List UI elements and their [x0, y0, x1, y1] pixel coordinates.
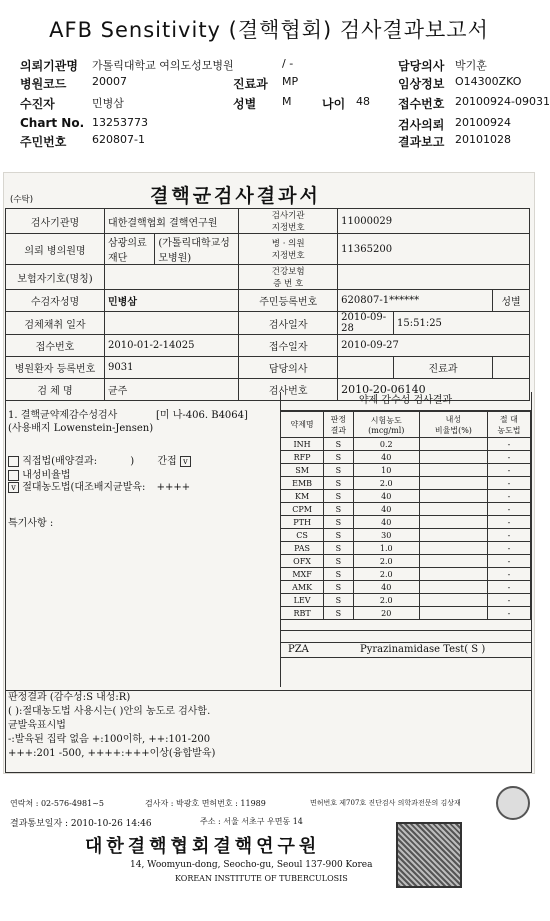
sensitivity-cell: EMB — [281, 477, 324, 490]
direct-label: 직접법(배양결과: — [22, 456, 98, 467]
cell-label: 검사기관 지정번호 — [239, 209, 338, 234]
header-value: 20007 — [92, 75, 127, 88]
sensitivity-cell: S — [324, 516, 353, 529]
sensitivity-cell: - — [487, 607, 530, 620]
sensitivity-cell: 30 — [353, 529, 419, 542]
sensitivity-cell: - — [487, 464, 530, 477]
header-key: 성별 — [233, 97, 257, 111]
header-key: 나이 — [322, 97, 346, 111]
sensitivity-cell — [420, 581, 488, 594]
cell-value — [105, 265, 239, 290]
header-key: 검사의뢰 — [398, 118, 445, 132]
sensitivity-cell — [420, 594, 488, 607]
indirect-checkbox: v — [180, 456, 191, 467]
sensitivity-cell: PTH — [281, 516, 324, 529]
cell-value: 11365200 — [338, 234, 530, 265]
judgement-notes — [6, 690, 531, 761]
sensitivity-cell: 2.0 — [353, 568, 419, 581]
sensitivity-row — [281, 555, 531, 568]
cell-value — [338, 265, 530, 290]
sensitivity-cell: 40 — [353, 516, 419, 529]
cell-label: 검 체 명 — [6, 379, 105, 401]
sensitivity-cell: PAS — [281, 542, 324, 555]
judge-line: -:발육된 집락 없음 +:100이하, ++:101-200 — [8, 734, 211, 745]
header-value: 20100924 — [455, 116, 511, 129]
sensitivity-cell: CS — [281, 529, 324, 542]
sensitivity-cell — [420, 503, 488, 516]
sensitivity-cell — [420, 516, 488, 529]
judge-line: ( ):절대농도법 사용시는( )안의 농도로 검사함. — [8, 706, 211, 717]
sensitivity-cell: 20 — [353, 607, 419, 620]
header-key: 담당의사 — [398, 59, 445, 73]
sensitivity-cell: S — [324, 477, 353, 490]
sensitivity-row — [281, 438, 531, 451]
sensitivity-cell — [420, 477, 488, 490]
cell-label: 보험자기호(명칭) — [6, 265, 105, 290]
sensitivity-cell: SM — [281, 464, 324, 477]
header-key: 주민번호 — [20, 135, 67, 149]
sensitivity-box — [280, 392, 531, 687]
sensitivity-row — [281, 477, 531, 490]
report-date: 결과통보일자 : 2010-10-26 14:46 — [10, 819, 152, 829]
institute-address: 14, Woomyun-dong, Seocho-gu, Seoul 137-900 Korea — [130, 860, 373, 870]
sensitivity-cell — [420, 464, 488, 477]
institute-name: 대한결핵협회결핵연구원 — [85, 836, 321, 857]
method-box — [6, 392, 281, 687]
header-value: 박기훈 — [455, 59, 487, 72]
medium: (사용배지 Lowenstein-Jensen) — [8, 423, 154, 434]
cell-value: 2010-20-06140 — [338, 379, 530, 401]
sensitivity-cell: CPM — [281, 503, 324, 516]
header-key: 결과보고 — [398, 135, 445, 149]
short-address: 주소 : 서울 서초구 우면동 14 — [200, 817, 303, 826]
pza-label: PZA — [288, 644, 309, 655]
form-tag: (수탁) — [10, 195, 34, 205]
cell-value: 민병삼 — [105, 290, 239, 312]
cell-label: 검사기관명 — [6, 209, 105, 234]
sensitivity-row — [281, 451, 531, 464]
sensitivity-title: 약제 감수성 검사결과 — [280, 392, 531, 411]
cell-value: 2010-09-28 — [338, 312, 394, 335]
col-header: 절 대 농도법 — [487, 412, 530, 438]
cell-label: 검사일자 — [239, 312, 338, 335]
sensitivity-cell: S — [324, 594, 353, 607]
sensitivity-row — [281, 490, 531, 503]
sensitivity-row — [281, 503, 531, 516]
pza-value: Pyrazinamidase Test( S ) — [360, 644, 486, 655]
cell-label: 성별 — [493, 290, 530, 312]
sensitivity-cell: S — [324, 607, 353, 620]
sensitivity-cell: S — [324, 581, 353, 594]
remarks-label: 특기사항 : — [8, 518, 54, 529]
sensitivity-cell: 40 — [353, 490, 419, 503]
header-value: 620807-1 — [92, 133, 145, 146]
sensitivity-cell: - — [487, 490, 530, 503]
header-value: 20100924-09031 — [455, 95, 550, 108]
judge-line: +++:201 -500, ++++:+++이상(융합발육) — [8, 748, 216, 759]
sensitivity-cell: LEV — [281, 594, 324, 607]
header-value: MP — [282, 75, 299, 88]
sensitivity-cell: S — [324, 490, 353, 503]
sensitivity-cell — [420, 490, 488, 503]
sensitivity-cell: S — [324, 464, 353, 477]
header-value: 13253773 — [92, 116, 148, 129]
method-title: 1. 결핵균약제감수성검사 — [8, 410, 118, 421]
indirect-label: 간접 — [157, 456, 177, 467]
license: 면허번호 제707호 진단검사 의학과전문의 김상재 — [310, 799, 461, 807]
cell-label: 주민등록번호 — [239, 290, 338, 312]
col-header: 내성 비율법(%) — [420, 412, 488, 438]
sensitivity-cell: - — [487, 451, 530, 464]
cell-value: 삼광의료재단 — [105, 234, 155, 265]
cell-label: 병 · 의원 지정번호 — [239, 234, 338, 265]
examiner: 검사자 : 박광호 면허번호 : 11989 — [145, 799, 266, 808]
sensitivity-cell — [420, 438, 488, 451]
sensitivity-cell: - — [487, 568, 530, 581]
cell-value: 620807-1****** — [338, 290, 493, 312]
sensitivity-cell: - — [487, 516, 530, 529]
sensitivity-cell: KM — [281, 490, 324, 503]
sensitivity-cell — [420, 451, 488, 464]
method-code: [미 나-406. B4064] — [156, 410, 248, 421]
sensitivity-cell — [420, 529, 488, 542]
cell-label: 병원환자 등록번호 — [6, 357, 105, 379]
cell-label: 진료과 — [394, 357, 493, 379]
sensitivity-cell: 1.0 — [353, 542, 419, 555]
sensitivity-cell: - — [487, 438, 530, 451]
header-value: 48 — [356, 95, 370, 108]
sensitivity-cell: - — [487, 477, 530, 490]
sensitivity-cell: S — [324, 438, 353, 451]
cell-value: (가톨릭대학교성모병원) — [155, 234, 239, 265]
cell-value — [105, 312, 239, 335]
header-value: 20101028 — [455, 133, 511, 146]
sensitivity-cell: - — [487, 503, 530, 516]
cell-label: 검사번호 — [239, 379, 338, 401]
sensitivity-cell: - — [487, 542, 530, 555]
sensitivity-cell: 2.0 — [353, 594, 419, 607]
cell-value — [493, 357, 530, 379]
sensitivity-cell: S — [324, 568, 353, 581]
sensitivity-row — [281, 607, 531, 620]
cell-label: 건강보험 증 번 호 — [239, 265, 338, 290]
direct-close: ) — [130, 456, 135, 467]
sensitivity-cell: 40 — [353, 503, 419, 516]
sensitivity-row — [281, 568, 531, 581]
result-section — [5, 392, 532, 773]
cell-label: 검체채취 일자 — [6, 312, 105, 335]
sensitivity-cell: - — [487, 555, 530, 568]
cell-label: 접수일자 — [239, 335, 338, 357]
cell-value: 균주 — [105, 379, 239, 401]
cell-value: 9031 — [105, 357, 239, 379]
sensitivity-cell: INH — [281, 438, 324, 451]
sensitivity-row — [281, 594, 531, 607]
report-header — [0, 0, 550, 170]
header-value: 가톨릭대학교 여의도성모병원 — [92, 59, 234, 72]
cell-label: 담당의사 — [239, 357, 338, 379]
sensitivity-cell: S — [324, 503, 353, 516]
sensitivity-cell: RFP — [281, 451, 324, 464]
header-key: 진료과 — [233, 77, 268, 91]
cell-value: 대한결핵협회 결핵연구원 — [105, 209, 239, 234]
col-header: 판정 결과 — [324, 412, 353, 438]
absolute-value: ++++ — [156, 482, 191, 493]
sensitivity-row — [281, 529, 531, 542]
sensitivity-cell — [420, 568, 488, 581]
form-title: 결핵균검사결과서 — [150, 185, 321, 207]
header-key: 의뢰기관명 — [20, 59, 78, 73]
sensitivity-cell: - — [487, 581, 530, 594]
cell-label: 의뢰 병의원명 — [6, 234, 105, 265]
sensitivity-cell: 40 — [353, 581, 419, 594]
absolute-label: 절대농도법(대조배지균발육: — [22, 482, 146, 493]
col-header: 시험농도 (mcg/ml) — [353, 412, 419, 438]
sensitivity-row — [281, 516, 531, 529]
sensitivity-cell: 2.0 — [353, 477, 419, 490]
sensitivity-cell: OFX — [281, 555, 324, 568]
header-key: 임상정보 — [398, 77, 445, 91]
cell-value: 15:51:25 — [394, 312, 530, 335]
sensitivity-cell: 40 — [353, 451, 419, 464]
sensitivity-cell: S — [324, 451, 353, 464]
sensitivity-cell: RBT — [281, 607, 324, 620]
sensitivity-cell: S — [324, 555, 353, 568]
sensitivity-cell: - — [487, 594, 530, 607]
header-key: 수진자 — [20, 97, 55, 111]
sensitivity-row — [281, 542, 531, 555]
sensitivity-cell — [420, 607, 488, 620]
header-key: Chart No. — [20, 116, 85, 130]
sensitivity-cell: 0.2 — [353, 438, 419, 451]
judge-line: 판정결과 (감수성:S 내성:R) — [8, 692, 131, 703]
proportion-label: 내성비율법 — [22, 470, 71, 481]
institute-seal-icon — [396, 822, 462, 888]
cell-value: 2010-01-2-14025 — [105, 335, 239, 357]
report-title: AFB Sensitivity (결핵협회) 검사결과보고서 — [49, 18, 489, 42]
header-key: 접수번호 — [398, 97, 445, 111]
sensitivity-cell: S — [324, 542, 353, 555]
absolute-checkbox: v — [8, 482, 19, 493]
cell-value: 2010-09-27 — [338, 335, 530, 357]
sensitivity-cell — [420, 555, 488, 568]
judge-line: 균발육표시법 — [8, 720, 66, 731]
sensitivity-cell: MXF — [281, 568, 324, 581]
header-value: M — [282, 95, 292, 108]
sensitivity-row — [281, 581, 531, 594]
doctor-stamp-icon — [496, 786, 530, 820]
cell-value: 11000029 — [338, 209, 530, 234]
sensitivity-cell: - — [487, 529, 530, 542]
sensitivity-cell: 10 — [353, 464, 419, 477]
col-header: 약제명 — [281, 412, 324, 438]
sensitivity-row — [281, 464, 531, 477]
sensitivity-cell: AMK — [281, 581, 324, 594]
cell-label: 접수번호 — [6, 335, 105, 357]
header-value: 민병삼 — [92, 97, 124, 110]
header-value: / - — [282, 57, 294, 70]
cell-value — [338, 357, 394, 379]
header-key: 병원코드 — [20, 77, 67, 91]
contact: 연락처 : 02-576-4981~5 — [10, 799, 104, 808]
header-value: O14300ZKO — [455, 75, 522, 88]
sensitivity-cell — [420, 542, 488, 555]
sensitivity-table — [280, 411, 531, 620]
sensitivity-cell: S — [324, 529, 353, 542]
institute-name-en: KOREAN INSTITUTE OF TUBERCULOSIS — [175, 874, 348, 883]
cell-label: 수검자성명 — [6, 290, 105, 312]
patient-info-table — [5, 208, 530, 401]
sensitivity-cell: 2.0 — [353, 555, 419, 568]
